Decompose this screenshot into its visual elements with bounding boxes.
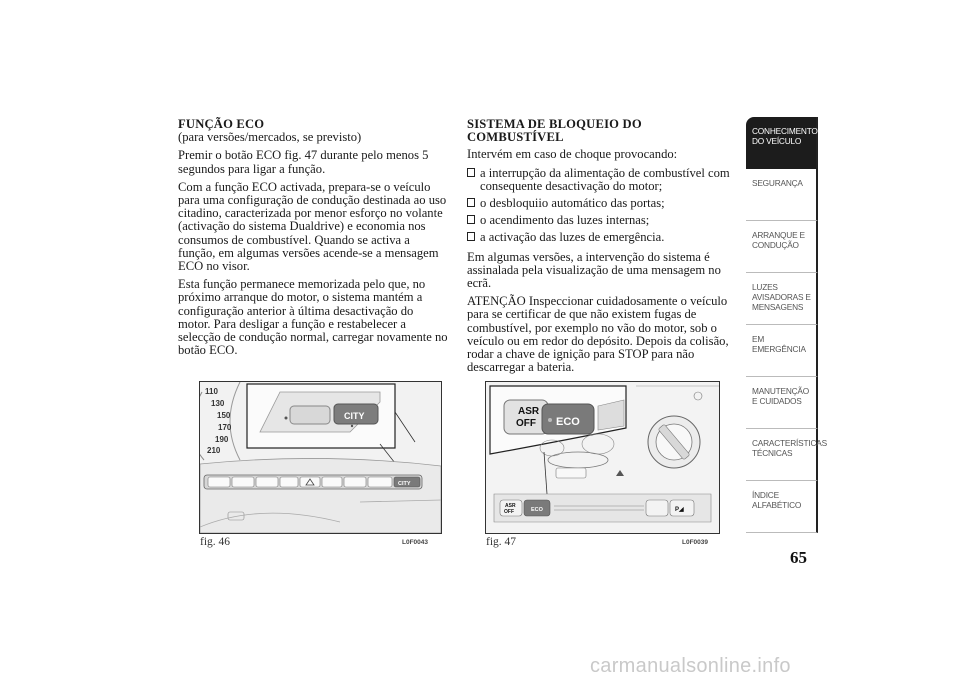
fuel-cutoff-warning: ATENÇÃO Inspeccionar cuidadosamente o veículo para se certificar de que não existem fugas de combustível, por exemplo no vão do motor, sob o veículo ou em redor do depósito. Depois da colisão, rodar a chave de ignição para STOP para não descarregar a bateria.	[467, 294, 729, 375]
speedo-label: 190	[215, 435, 229, 444]
checkbox-bullet-icon	[467, 215, 475, 224]
figure-46-dashboard-illustration	[199, 381, 442, 534]
city-strip-label: CITY	[398, 481, 411, 487]
eco-subheading: (para versões/mercados, se previsto)	[178, 130, 362, 145]
list-item: o desbloquiio automático das portas;	[467, 197, 739, 210]
console-drawing	[486, 382, 719, 533]
fuel-cutoff-list	[467, 167, 739, 245]
fuel-cutoff-intro: Intervém em caso de choque provocando:	[467, 147, 678, 162]
tab-caracteristicas-tecnicas[interactable]: CARACTERÍSTICAS TÉCNICAS	[746, 429, 818, 481]
speedo-label: 130	[211, 399, 225, 408]
pa-button-label: P◢	[675, 507, 684, 513]
fuel-cutoff-heading: SISTEMA DE BLOQUEIO DO COMBUSTÍVEL	[467, 117, 642, 145]
eco-heading: FUNÇÃO ECO	[178, 117, 265, 131]
city-button-label: CITY	[344, 411, 365, 421]
fuel-cutoff-paragraph: Em algumas versões, a intervenção do sistema é assinalada pela visualização de uma mensagem no ecrã.	[467, 249, 721, 291]
eco-paragraph: Com a função ECO activada, prepara-se o veículo para uma configuração de condução destinada ao uso citadino, caracterizada por menor esforço no volante (activação do sistema Dualdrive) e economia nos consumos de combustível. Quando se activa a função, em algumas versões acende-se a mensagem ECO no visor.	[178, 179, 447, 274]
tab-indice-alfabetico[interactable]: ÍNDICE ALFABÉTICO	[746, 481, 818, 533]
checkbox-bullet-icon	[467, 198, 475, 207]
right-column	[467, 118, 739, 379]
tab-conhecimento-do-veiculo[interactable]: CONHECIMENTO DO VEÍCULO	[746, 117, 818, 169]
speedo-label: 170	[218, 423, 232, 432]
figure-47-caption: fig. 47	[486, 536, 517, 548]
list-item: a interrupção da alimentação de combustível com consequente desactivação do motor;	[467, 167, 739, 193]
checkbox-bullet-icon	[467, 168, 475, 177]
eco-paragraph: Esta função permanece memorizada pelo que, no próximo arranque do motor, o sistema mantém a configuração anterior à última desactivação do motor. Para desligar a função e restabelecer a selecção de condução normal, carregar novamente no botão ECO.	[178, 277, 448, 358]
small-asr-line2: OFF	[504, 509, 514, 515]
eco-paragraph: Premir o botão ECO fig. 47 durante pelo menos 5 segundos para ligar a função.	[178, 148, 429, 176]
figure-46-caption: fig. 46	[200, 536, 231, 548]
tab-arranque-e-conducao[interactable]: ARRANQUE E CONDUÇÃO	[746, 221, 818, 273]
tab-seguranca[interactable]: SEGURANÇA	[746, 169, 818, 221]
left-column	[178, 118, 448, 362]
list-item: a activação das luzes de emergência.	[467, 231, 739, 244]
page-number: 65	[790, 548, 807, 567]
figure-47-console-illustration	[485, 381, 720, 534]
speedo-label: 150	[217, 411, 231, 420]
dashboard-drawing	[200, 382, 441, 533]
speedo-label: 110	[205, 387, 218, 396]
chapter-sidebar	[746, 117, 827, 533]
small-asr-line1: ASR	[505, 503, 516, 509]
speedo-label: 210	[207, 446, 221, 455]
zoom-asr-line2: OFF	[516, 418, 536, 429]
figure-47-code: L0F0039	[682, 539, 709, 546]
watermark: carmanualsonline.info	[590, 655, 791, 677]
tab-manutencao-e-cuidados[interactable]: MANUTENÇÃO E CUIDADOS	[746, 377, 818, 429]
list-item: o acendimento das luzes internas;	[467, 214, 739, 227]
zoom-eco-label: ECO	[556, 416, 580, 428]
tab-em-emergencia[interactable]: EM EMERGÊNCIA	[746, 325, 818, 377]
zoom-asr-line1: ASR	[518, 406, 540, 417]
checkbox-bullet-icon	[467, 232, 475, 241]
tab-luzes-avisadoras[interactable]: LUZES AVISADORAS E MENSAGENS	[746, 273, 818, 325]
figure-46-code: L0F0043	[402, 539, 429, 546]
small-eco-label: ECO	[531, 507, 543, 513]
